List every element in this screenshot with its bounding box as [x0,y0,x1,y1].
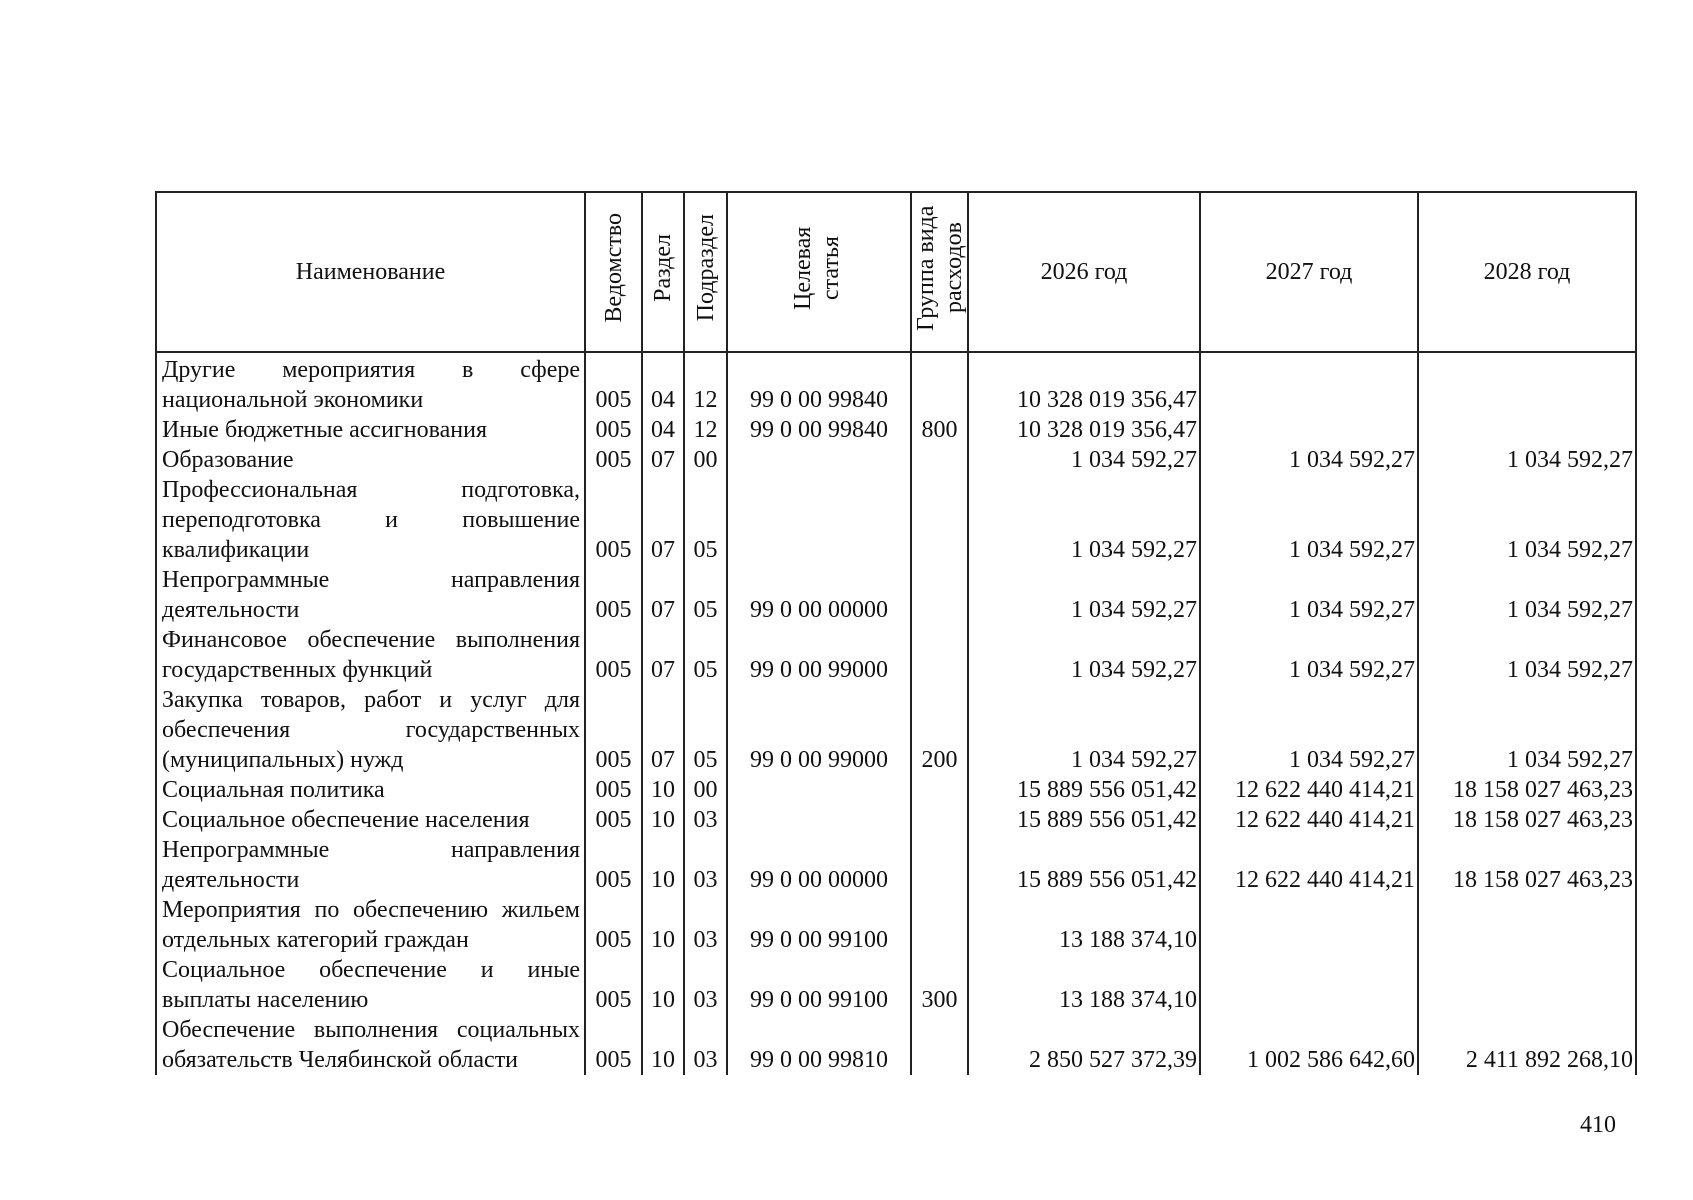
header-year-2026 [968,192,1200,352]
cell-name: Профессиональная подготовка, переподготовка и повышение квалификации [156,475,585,565]
header-year-2028 [1418,192,1636,352]
cell-name: Социальное обеспечение и иные выплаты населению [156,955,585,1015]
header-department [585,192,642,352]
header-section [642,192,684,352]
cell-department: 005 [585,475,642,565]
cell-subsection: 00 [684,445,727,475]
cell-section: 07 [642,475,684,565]
cell-expense-group [911,625,968,685]
cell-section: 07 [642,445,684,475]
cell-expense-group [911,445,968,475]
cell-section: 04 [642,415,684,445]
cell-expense-group [911,565,968,625]
cell-year-2028: 1 034 592,27 [1418,565,1636,625]
header-subsection-label: Подраздел [692,214,719,322]
cell-expense-group [911,475,968,565]
cell-year-2028: 1 034 592,27 [1418,475,1636,565]
cell-target-article [727,775,911,805]
cell-target-article [727,475,911,565]
cell-name: Обеспечение выполнения социальных обязательств Челябинской области [156,1015,585,1075]
cell-subsection: 12 [684,352,727,415]
cell-year-2026: 10 328 019 356,47 [968,415,1200,445]
cell-section: 10 [642,895,684,955]
header-subsection [684,192,727,352]
cell-year-2027: 12 622 440 414,21 [1200,805,1418,835]
cell-target-article: 99 0 00 00000 [727,835,911,895]
cell-year-2026: 15 889 556 051,42 [968,805,1200,835]
cell-department: 005 [585,895,642,955]
cell-year-2028 [1418,955,1636,1015]
header-year-2028-label: 2028 год [1483,259,1571,285]
cell-year-2028: 2 411 892 268,10 [1418,1015,1636,1075]
table-row [156,565,1636,625]
page-number: 410 [1580,1112,1616,1138]
cell-department: 005 [585,685,642,775]
cell-department: 005 [585,445,642,475]
cell-name: Социальная политика [156,775,585,805]
cell-section: 10 [642,1015,684,1075]
cell-name: Образование [156,445,585,475]
cell-year-2028: 1 034 592,27 [1418,685,1636,775]
cell-expense-group: 200 [911,685,968,775]
cell-year-2028: 1 034 592,27 [1418,625,1636,685]
cell-expense-group: 300 [911,955,968,1015]
cell-year-2026: 13 188 374,10 [968,895,1200,955]
cell-subsection: 03 [684,1015,727,1075]
cell-name: Социальное обеспечение населения [156,805,585,835]
cell-year-2026: 2 850 527 372,39 [968,1015,1200,1075]
cell-expense-group [911,352,968,415]
cell-year-2026: 10 328 019 356,47 [968,352,1200,415]
cell-target-article: 99 0 00 99100 [727,955,911,1015]
cell-year-2027: 12 622 440 414,21 [1200,775,1418,805]
table-row [156,352,1636,415]
cell-target-article: 99 0 00 99000 [727,625,911,685]
cell-section: 10 [642,805,684,835]
cell-section: 10 [642,835,684,895]
table-body [156,352,1636,1075]
cell-name: Финансовое обеспечение выполнения государственных функций [156,625,585,685]
cell-year-2027: 1 034 592,27 [1200,625,1418,685]
cell-department: 005 [585,415,642,445]
header-year-2027 [1200,192,1418,352]
cell-year-2027: 1 034 592,27 [1200,475,1418,565]
cell-section: 07 [642,625,684,685]
cell-year-2027: 1 002 586 642,60 [1200,1015,1418,1075]
header-department-label: Ведомство [600,213,627,323]
cell-year-2027 [1200,415,1418,445]
cell-year-2028: 18 158 027 463,23 [1418,775,1636,805]
table-row [156,475,1636,565]
cell-expense-group [911,835,968,895]
cell-subsection: 05 [684,685,727,775]
cell-year-2027 [1200,955,1418,1015]
cell-expense-group [911,895,968,955]
cell-department: 005 [585,805,642,835]
cell-section: 10 [642,955,684,1015]
cell-target-article: 99 0 00 99810 [727,1015,911,1075]
cell-year-2027 [1200,352,1418,415]
cell-department: 005 [585,1015,642,1075]
cell-year-2028 [1418,415,1636,445]
cell-year-2027: 1 034 592,27 [1200,445,1418,475]
cell-target-article: 99 0 00 99840 [727,415,911,445]
cell-department: 005 [585,775,642,805]
cell-year-2026: 1 034 592,27 [968,475,1200,565]
header-name-label: Наименование [295,259,446,285]
cell-section: 07 [642,565,684,625]
cell-name: Закупка товаров, работ и услуг для обеспечения государственных (муниципальных) нужд [156,685,585,775]
cell-subsection: 05 [684,475,727,565]
cell-department: 005 [585,835,642,895]
cell-expense-group [911,805,968,835]
cell-target-article [727,445,911,475]
cell-year-2028 [1418,895,1636,955]
table-row [156,625,1636,685]
cell-year-2026: 15 889 556 051,42 [968,835,1200,895]
cell-target-article: 99 0 00 99840 [727,352,911,415]
cell-department: 005 [585,955,642,1015]
header-year-2026-label: 2026 год [1040,259,1128,285]
cell-year-2028: 18 158 027 463,23 [1418,835,1636,895]
cell-year-2026: 1 034 592,27 [968,565,1200,625]
header-expense-group [911,192,968,352]
header-section-label: Раздел [650,234,676,302]
cell-target-article: 99 0 00 99100 [727,895,911,955]
cell-target-article: 99 0 00 00000 [727,565,911,625]
cell-subsection: 03 [684,955,727,1015]
cell-subsection: 05 [684,565,727,625]
cell-target-article [727,805,911,835]
table-row [156,445,1636,475]
cell-section: 07 [642,685,684,775]
cell-subsection: 03 [684,805,727,835]
cell-name: Мероприятия по обеспечению жильем отдельных категорий граждан [156,895,585,955]
table-header-row [156,192,1636,352]
header-target-article [727,192,911,352]
cell-expense-group [911,775,968,805]
cell-year-2027: 1 034 592,27 [1200,565,1418,625]
cell-name: Непрограммные направления деятельности [156,835,585,895]
cell-year-2027: 12 622 440 414,21 [1200,835,1418,895]
table-row [156,685,1636,775]
cell-year-2026: 1 034 592,27 [968,445,1200,475]
cell-section: 04 [642,352,684,415]
table-row [156,835,1636,895]
cell-year-2027 [1200,895,1418,955]
cell-department: 005 [585,565,642,625]
cell-department: 005 [585,625,642,685]
cell-department: 005 [585,352,642,415]
cell-subsection: 03 [684,895,727,955]
header-target-article-label: Целевая статья [790,226,844,310]
budget-table [155,191,1637,1075]
cell-year-2026: 15 889 556 051,42 [968,775,1200,805]
cell-name: Непрограммные направления деятельности [156,565,585,625]
cell-subsection: 12 [684,415,727,445]
cell-year-2028: 1 034 592,27 [1418,445,1636,475]
header-name [156,192,585,352]
cell-subsection: 00 [684,775,727,805]
header-year-2027-label: 2027 год [1265,259,1353,285]
cell-section: 10 [642,775,684,805]
cell-expense-group: 800 [911,415,968,445]
table-row [156,955,1636,1015]
table-row [156,415,1636,445]
cell-name: Другие мероприятия в сфере национальной экономики [156,352,585,415]
cell-year-2028 [1418,352,1636,415]
table-row [156,895,1636,955]
cell-year-2026: 1 034 592,27 [968,685,1200,775]
cell-subsection: 03 [684,835,727,895]
cell-year-2026: 1 034 592,27 [968,625,1200,685]
table-row [156,775,1636,805]
cell-year-2026: 13 188 374,10 [968,955,1200,1015]
header-expense-group-label: Группа вида расходов [913,205,967,331]
table-row [156,1015,1636,1075]
cell-expense-group [911,1015,968,1075]
cell-target-article: 99 0 00 99000 [727,685,911,775]
cell-year-2027: 1 034 592,27 [1200,685,1418,775]
cell-name: Иные бюджетные ассигнования [156,415,585,445]
cell-year-2028: 18 158 027 463,23 [1418,805,1636,835]
cell-subsection: 05 [684,625,727,685]
table-row [156,805,1636,835]
